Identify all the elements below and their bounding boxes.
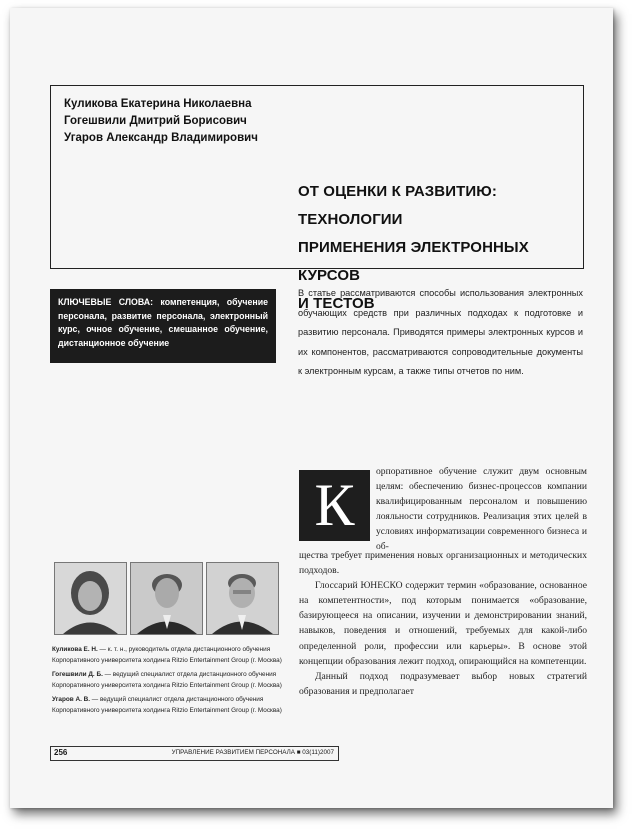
body-column [299,548,587,699]
body-paragraph: Глоссарий ЮНЕСКО содержит термин «образование, основанное на компетентности», под которым понимается «образование, базирующееся на описании, изучении и демонстрировании знаний, навыков, поведения и отношений, требуемых для какой-либо определенной роли, профессии или карьеры». В основе этой концепции образования лежит подход, опирающийся на компетенции. [299,580,587,667]
author-name: Угаров Александр Владимирович [64,132,258,144]
body-paragraph: Данный подход подразумевает выбор новых стратегий образования и предполагает [299,670,587,697]
page-number: 256 [54,748,68,757]
portrait-icon [131,563,202,634]
author-photo [130,562,203,635]
author-photo [206,562,279,635]
keywords-text: КЛЮЧЕВЫЕ СЛОВА: компетенция, обучение персонала, развитие персонала, электронный курс, очное обучение, смешанное обучение, дистанционное обучение [58,297,268,348]
bio-name: Гогешвили Д. Б. [52,671,103,678]
title-line: И ТЕСТОВ [298,295,375,312]
author-photo [54,562,127,635]
body-paragraph: щества требует применения новых организационных и методических подходов. [299,550,587,577]
keywords-box [50,289,276,363]
portrait-icon [55,563,126,634]
title-line: ПРИМЕНЕНИЯ ЭЛЕКТРОННЫХ КУРСОВ [298,239,529,284]
body-text-wrap: орпоративное обучение служит двум основным целям: обеспечению бизнес-процессов компании квалифицированным персоналом и повышению лояльности сотрудников. Реализация этих целей в условиях информатизации современного бизнеса и об- [376,466,587,553]
bio-name: Куликова Е. Н. [52,646,98,653]
portrait-icon [207,563,278,634]
bio-text: — ведущий специалист отдела дистанционного обучения Корпоративного университета холдинга Ritzio Entertainment Group (г. Москва) [52,696,282,715]
author-name: Куликова Екатерина Николаевна [64,98,252,110]
author-bio [52,669,284,691]
bio-name: Угаров А. В. [52,696,91,703]
journal-running-title: УПРАВЛЕНИЕ РАЗВИТИЕМ ПЕРСОНАЛА ■ 03(11)2007 [171,749,334,756]
author-bio [52,644,284,666]
author-list [64,96,258,147]
abstract: В статье рассматриваются способы использования электронных обучающих средств при различных подходах к подготовке и развитию персонала. Приводятся примеры электронных курсов и их компонентов, рассматриваются сопроводительные документы к электронным курсам, а также типы отчетов по ним. [298,288,583,377]
drop-cap: К [299,470,370,541]
title-line: ОТ ОЦЕНКИ К РАЗВИТИЮ: ТЕХНОЛОГИИ [298,183,497,228]
bio-text: — к. т. н., руководитель отдела дистанционного обучения Корпоративного университета холдинга Ritzio Entertainment Group (г. Москва) [52,646,282,665]
journal-page [10,8,613,808]
author-bio [52,694,284,716]
author-name: Гогешвили Дмитрий Борисович [64,115,247,127]
bio-text: — ведущий специалист отдела дистанционного обучения Корпоративного университета холдинга Ritzio Entertainment Group (г. Москва) [52,671,282,690]
